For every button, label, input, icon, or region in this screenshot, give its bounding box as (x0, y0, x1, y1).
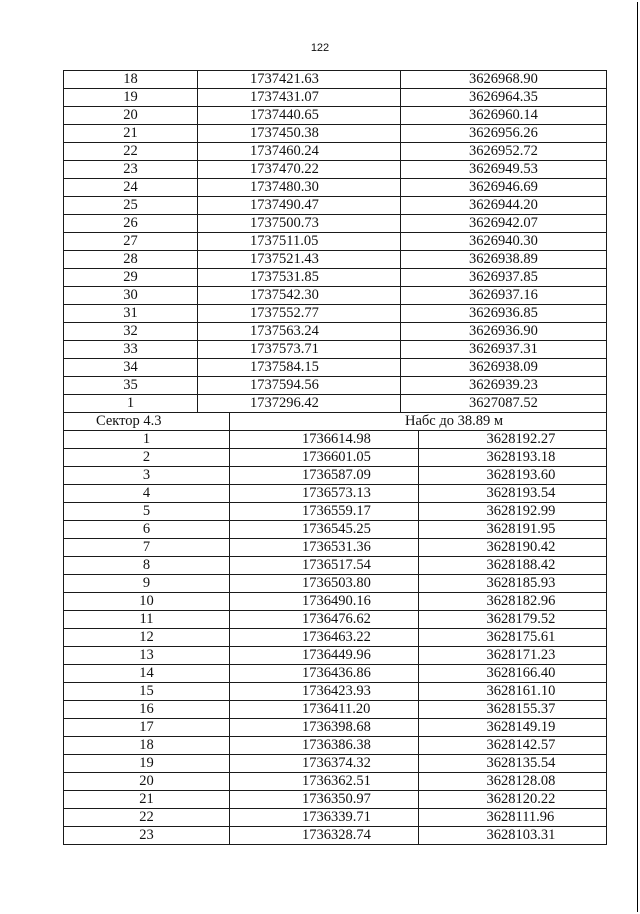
point-number-cell: 32 (64, 323, 198, 341)
x-coordinate-cell: 1737460.24 (198, 143, 401, 161)
y-coordinate-cell: 3626936.85 (401, 305, 607, 323)
table-row (64, 701, 607, 719)
table-row (64, 251, 607, 269)
y-coordinate-cell: 3626968.90 (401, 71, 607, 89)
table-row (64, 485, 607, 503)
point-number-cell: 13 (64, 647, 230, 665)
y-coordinate-cell: 3626942.07 (401, 215, 607, 233)
table-row (64, 215, 607, 233)
y-coordinate-cell: 3628175.61 (418, 629, 607, 647)
table-row (64, 557, 607, 575)
x-coordinate-cell: 1736490.16 (230, 593, 419, 611)
table-row (64, 89, 607, 107)
x-coordinate-cell: 1736614.98 (230, 431, 419, 449)
table-row (64, 197, 607, 215)
y-coordinate-cell: 3626938.89 (401, 251, 607, 269)
table-row (64, 683, 607, 701)
point-number-cell: 30 (64, 287, 198, 305)
y-coordinate-cell: 3628155.37 (418, 701, 607, 719)
table-row (64, 593, 607, 611)
y-coordinate-cell: 3626938.09 (401, 359, 607, 377)
table-row (64, 737, 607, 755)
y-coordinate-cell: 3628171.23 (418, 647, 607, 665)
y-coordinate-cell: 3626940.30 (401, 233, 607, 251)
table-row (64, 341, 607, 359)
y-coordinate-cell: 3628185.93 (418, 575, 607, 593)
y-coordinate-cell: 3628192.27 (418, 431, 607, 449)
point-number-cell: 34 (64, 359, 198, 377)
x-coordinate-cell: 1737584.15 (198, 359, 401, 377)
point-number-cell: 27 (64, 233, 198, 251)
y-coordinate-cell: 3628188.42 (418, 557, 607, 575)
y-coordinate-cell: 3628190.42 (418, 539, 607, 557)
table-row (64, 287, 607, 305)
x-coordinate-cell: 1736339.71 (230, 809, 419, 827)
point-number-cell: 25 (64, 197, 198, 215)
x-coordinate-cell: 1737542.30 (198, 287, 401, 305)
x-coordinate-cell: 1736386.38 (230, 737, 419, 755)
table-row (64, 431, 607, 449)
y-coordinate-cell: 3626944.20 (401, 197, 607, 215)
table-row (64, 773, 607, 791)
x-coordinate-cell: 1736531.36 (230, 539, 419, 557)
page-border (637, 2, 638, 912)
y-coordinate-cell: 3628128.08 (418, 773, 607, 791)
table-row (64, 521, 607, 539)
y-coordinate-cell: 3628192.99 (418, 503, 607, 521)
x-coordinate-cell: 1737470.22 (198, 161, 401, 179)
x-coordinate-cell: 1737521.43 (198, 251, 401, 269)
point-number-cell: 20 (64, 107, 198, 125)
table-row (64, 503, 607, 521)
table-row (64, 269, 607, 287)
sector-label: Сектор 4.3 (64, 413, 230, 431)
y-coordinate-cell: 3626936.90 (401, 323, 607, 341)
y-coordinate-cell: 3626937.31 (401, 341, 607, 359)
x-coordinate-cell: 1737500.73 (198, 215, 401, 233)
table-row (64, 665, 607, 683)
table-row (64, 809, 607, 827)
x-coordinate-cell: 1737552.77 (198, 305, 401, 323)
point-number-cell: 1 (64, 431, 230, 449)
point-number-cell: 24 (64, 179, 198, 197)
x-coordinate-cell: 1736503.80 (230, 575, 419, 593)
y-coordinate-cell: 3628193.54 (418, 485, 607, 503)
page-number: 122 (310, 42, 330, 54)
point-number-cell: 18 (64, 71, 198, 89)
point-number-cell: 33 (64, 341, 198, 359)
table-row (64, 233, 607, 251)
table-row (64, 395, 607, 413)
x-coordinate-cell: 1736601.05 (230, 449, 419, 467)
table-row (64, 611, 607, 629)
table-row (64, 629, 607, 647)
sector-header-row (64, 413, 607, 431)
table-row (64, 107, 607, 125)
point-number-cell: 1 (64, 395, 198, 413)
x-coordinate-cell: 1736545.25 (230, 521, 419, 539)
point-number-cell: 17 (64, 719, 230, 737)
point-number-cell: 22 (64, 143, 198, 161)
x-coordinate-cell: 1736436.86 (230, 665, 419, 683)
point-number-cell: 4 (64, 485, 230, 503)
x-coordinate-cell: 1736423.93 (230, 683, 419, 701)
point-number-cell: 22 (64, 809, 230, 827)
y-coordinate-cell: 3628166.40 (418, 665, 607, 683)
point-number-cell: 14 (64, 665, 230, 683)
y-coordinate-cell: 3628193.18 (418, 449, 607, 467)
x-coordinate-cell: 1737573.71 (198, 341, 401, 359)
point-number-cell: 7 (64, 539, 230, 557)
x-coordinate-cell: 1736328.74 (230, 827, 419, 845)
table-row (64, 179, 607, 197)
table-row (64, 719, 607, 737)
point-number-cell: 3 (64, 467, 230, 485)
y-coordinate-cell: 3628179.52 (418, 611, 607, 629)
y-coordinate-cell: 3628103.31 (418, 827, 607, 845)
x-coordinate-cell: 1737296.42 (198, 395, 401, 413)
point-number-cell: 35 (64, 377, 198, 395)
x-coordinate-cell: 1736411.20 (230, 701, 419, 719)
point-number-cell: 20 (64, 773, 230, 791)
point-number-cell: 10 (64, 593, 230, 611)
point-number-cell: 11 (64, 611, 230, 629)
x-coordinate-cell: 1736449.96 (230, 647, 419, 665)
x-coordinate-cell: 1736374.32 (230, 755, 419, 773)
y-coordinate-cell: 3628182.96 (418, 593, 607, 611)
y-coordinate-cell: 3626937.85 (401, 269, 607, 287)
x-coordinate-cell: 1737563.24 (198, 323, 401, 341)
point-number-cell: 19 (64, 755, 230, 773)
x-coordinate-cell: 1737531.85 (198, 269, 401, 287)
x-coordinate-cell: 1737431.07 (198, 89, 401, 107)
table-row (64, 305, 607, 323)
point-number-cell: 19 (64, 89, 198, 107)
x-coordinate-cell: 1737480.30 (198, 179, 401, 197)
point-number-cell: 23 (64, 161, 198, 179)
y-coordinate-cell: 3628120.22 (418, 791, 607, 809)
sector-height-label: Набс до 38.89 м (230, 413, 607, 431)
x-coordinate-cell: 1736587.09 (230, 467, 419, 485)
table-row (64, 467, 607, 485)
x-coordinate-cell: 1736362.51 (230, 773, 419, 791)
y-coordinate-cell: 3626956.26 (401, 125, 607, 143)
table-row (64, 791, 607, 809)
point-number-cell: 28 (64, 251, 198, 269)
point-number-cell: 21 (64, 791, 230, 809)
point-number-cell: 6 (64, 521, 230, 539)
coordinates-table-sector-4-3 (63, 412, 607, 845)
coordinates-table-part-1 (63, 70, 607, 413)
table-row (64, 377, 607, 395)
y-coordinate-cell: 3628111.96 (418, 809, 607, 827)
point-number-cell: 2 (64, 449, 230, 467)
point-number-cell: 18 (64, 737, 230, 755)
y-coordinate-cell: 3626960.14 (401, 107, 607, 125)
x-coordinate-cell: 1736573.13 (230, 485, 419, 503)
table-row (64, 143, 607, 161)
table-row (64, 71, 607, 89)
table-row (64, 755, 607, 773)
y-coordinate-cell: 3628161.10 (418, 683, 607, 701)
y-coordinate-cell: 3626937.16 (401, 287, 607, 305)
y-coordinate-cell: 3626946.69 (401, 179, 607, 197)
y-coordinate-cell: 3626964.35 (401, 89, 607, 107)
table-row (64, 827, 607, 845)
x-coordinate-cell: 1736350.97 (230, 791, 419, 809)
point-number-cell: 8 (64, 557, 230, 575)
point-number-cell: 21 (64, 125, 198, 143)
x-coordinate-cell: 1736559.17 (230, 503, 419, 521)
x-coordinate-cell: 1737421.63 (198, 71, 401, 89)
x-coordinate-cell: 1737594.56 (198, 377, 401, 395)
table-row (64, 575, 607, 593)
x-coordinate-cell: 1736517.54 (230, 557, 419, 575)
point-number-cell: 9 (64, 575, 230, 593)
x-coordinate-cell: 1737440.65 (198, 107, 401, 125)
point-number-cell: 15 (64, 683, 230, 701)
x-coordinate-cell: 1737511.05 (198, 233, 401, 251)
table-row (64, 539, 607, 557)
point-number-cell: 12 (64, 629, 230, 647)
x-coordinate-cell: 1736398.68 (230, 719, 419, 737)
table-row (64, 449, 607, 467)
point-number-cell: 29 (64, 269, 198, 287)
point-number-cell: 5 (64, 503, 230, 521)
y-coordinate-cell: 3628193.60 (418, 467, 607, 485)
table-row (64, 359, 607, 377)
y-coordinate-cell: 3627087.52 (401, 395, 607, 413)
y-coordinate-cell: 3628191.95 (418, 521, 607, 539)
point-number-cell: 16 (64, 701, 230, 719)
point-number-cell: 26 (64, 215, 198, 233)
table-row (64, 647, 607, 665)
point-number-cell: 31 (64, 305, 198, 323)
point-number-cell: 23 (64, 827, 230, 845)
x-coordinate-cell: 1736463.22 (230, 629, 419, 647)
x-coordinate-cell: 1737490.47 (198, 197, 401, 215)
x-coordinate-cell: 1736476.62 (230, 611, 419, 629)
y-coordinate-cell: 3628142.57 (418, 737, 607, 755)
table-row (64, 161, 607, 179)
y-coordinate-cell: 3626939.23 (401, 377, 607, 395)
y-coordinate-cell: 3626952.72 (401, 143, 607, 161)
y-coordinate-cell: 3626949.53 (401, 161, 607, 179)
table-row (64, 323, 607, 341)
y-coordinate-cell: 3628149.19 (418, 719, 607, 737)
table-row (64, 125, 607, 143)
y-coordinate-cell: 3628135.54 (418, 755, 607, 773)
x-coordinate-cell: 1737450.38 (198, 125, 401, 143)
